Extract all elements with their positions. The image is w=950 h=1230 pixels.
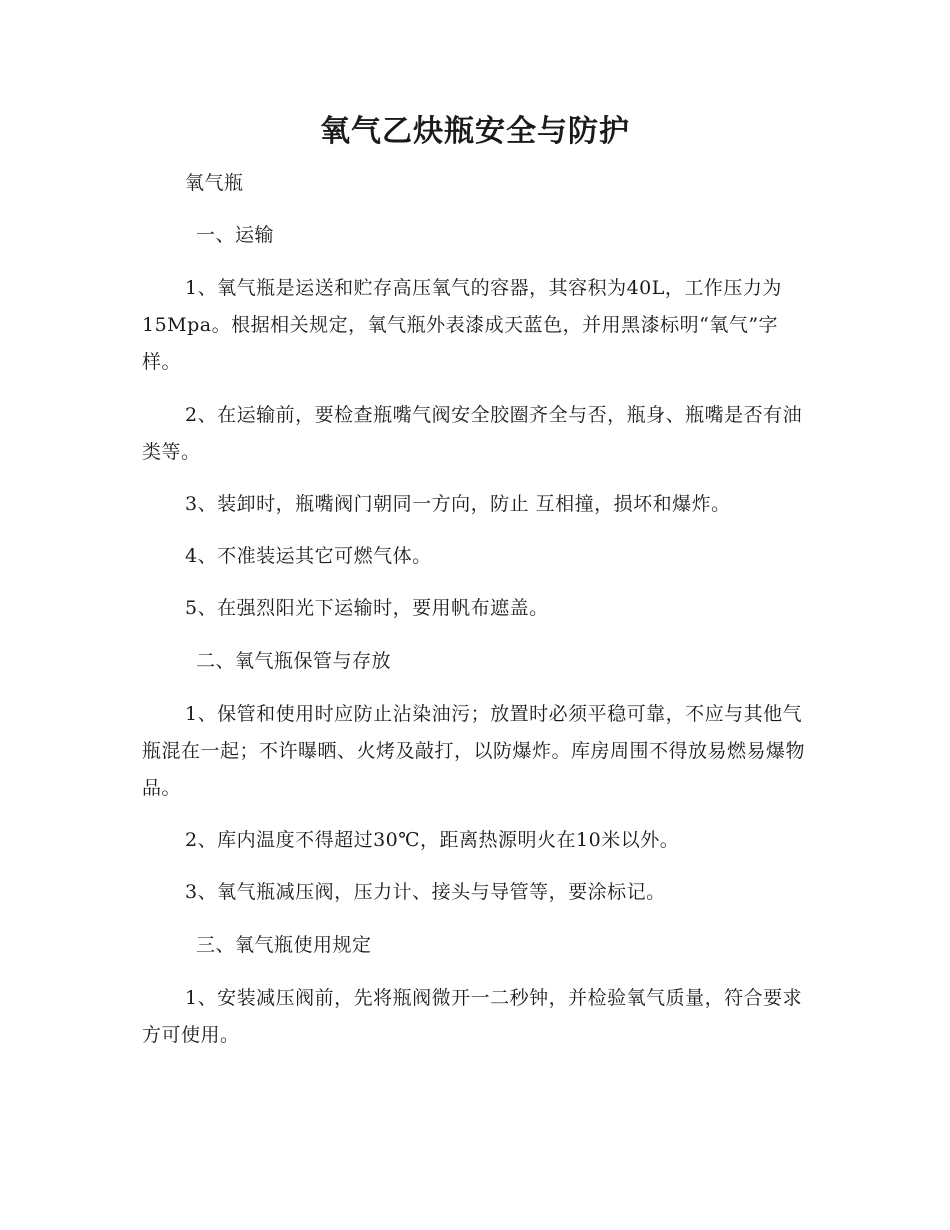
- paragraph: 5、在强烈阳光下运输时，要用帆布遮盖。: [185, 597, 549, 619]
- section-heading-storage: 二、氧气瓶保管与存放: [196, 650, 392, 672]
- paragraph: 2、在运输前，要检查瓶嘴气阀安全胶圈齐全与否，瓶身、瓶嘴是否有油类等。: [142, 404, 803, 463]
- paragraph: 3、氧气瓶减压阀，压力计、接头与导管等，要涂标记。: [185, 881, 666, 903]
- section-heading-transport: 一、运输: [196, 224, 275, 246]
- section-heading-usage: 三、氧气瓶使用规定: [196, 934, 372, 956]
- page-title: 氧气乙炔瓶安全与防护: [320, 114, 630, 149]
- paragraph: 1、氧气瓶是运送和贮存高压氧气的容器，其容积为40L，工作压力为15Mpa。根据相关规定，氧气瓶外表漆成天蓝色，并用黑漆标明“氧气”字样。: [142, 277, 782, 373]
- paragraph: 2、库内温度不得超过30℃，距离热源明火在10米以外。: [185, 829, 680, 851]
- paragraph: 3、装卸时，瓶嘴阀门朝同一方向，防止 互相撞，损坏和爆炸。: [185, 493, 731, 515]
- subtitle: 氧气瓶: [185, 172, 244, 194]
- paragraph: 4、不准装运其它可燃气体。: [185, 545, 432, 567]
- paragraph: 1、保管和使用时应防止沾染油污；放置时必须平稳可靠，不应与其他气瓶混在一起；不许曝晒、火烤及敲打，以防爆炸。库房周围不得放易燃易爆物品。: [142, 703, 806, 799]
- paragraph: 1、安装减压阀前，先将瓶阀微开一二秒钟，并检验氧气质量，符合要求方可使用。: [142, 987, 803, 1046]
